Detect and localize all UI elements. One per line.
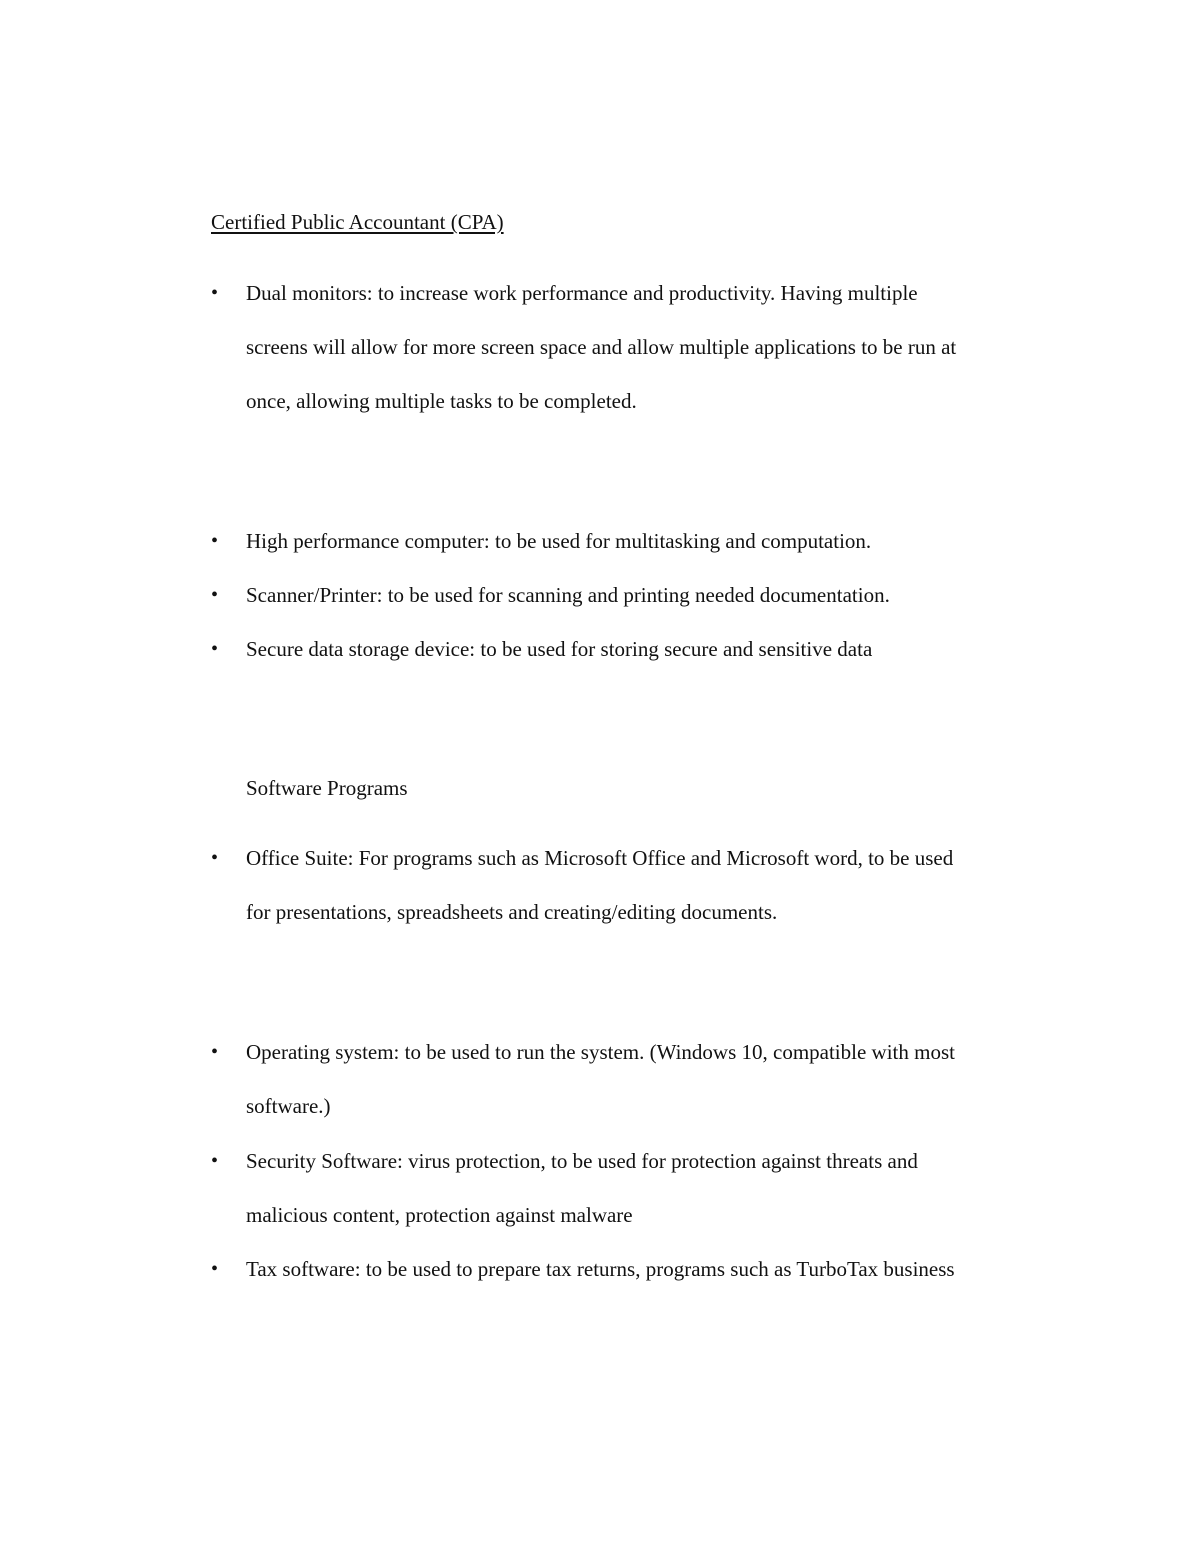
- list-item-line: Secure data storage device: to be used for storing secure and sensitive data: [246, 637, 873, 661]
- list-item-line: Tax software: to be used to prepare tax returns, programs such as TurboTax business: [246, 1257, 955, 1281]
- list-item: [211, 514, 1061, 568]
- list-item: [211, 568, 1061, 622]
- list-item-line: malicious content, protection against malware: [246, 1203, 633, 1227]
- list-item: [211, 1025, 1061, 1133]
- list-item-line: software.): [246, 1094, 331, 1118]
- bullet-icon: •: [211, 1258, 219, 1280]
- list-item-text: [246, 266, 1061, 428]
- bullet-icon: •: [211, 282, 219, 304]
- list-item: [211, 831, 1061, 939]
- list-item-text: [246, 568, 1061, 622]
- list-item-text: [246, 1025, 1061, 1133]
- bullet-icon: •: [211, 530, 219, 552]
- list-item-line: Dual monitors: to increase work performance and productivity. Having multiple: [246, 281, 918, 305]
- list-item-line: once, allowing multiple tasks to be completed.: [246, 389, 637, 413]
- list-item-text: [246, 514, 1061, 568]
- list-item: [211, 622, 1061, 676]
- list-item-line: for presentations, spreadsheets and creating/editing documents.: [246, 900, 778, 924]
- bullet-icon: •: [211, 584, 219, 606]
- list-item-text: [246, 1242, 1061, 1296]
- bullet-icon: •: [211, 1041, 219, 1063]
- document-heading: Certified Public Accountant (CPA): [211, 210, 504, 234]
- list-item-line: screens will allow for more screen space and allow multiple applications to be run at: [246, 335, 957, 359]
- list-item: [211, 1242, 1061, 1296]
- software-heading: Software Programs: [246, 776, 408, 800]
- list-item-text: [246, 1134, 1061, 1242]
- list-item-text: [246, 831, 1061, 939]
- bullet-icon: •: [211, 847, 219, 869]
- list-item: [211, 1134, 1061, 1242]
- bullet-icon: •: [211, 1150, 219, 1172]
- list-item-text: [246, 622, 1061, 676]
- list-item-line: Scanner/Printer: to be used for scanning and printing needed documentation.: [246, 583, 890, 607]
- list-item-line: High performance computer: to be used for multitasking and computation.: [246, 529, 872, 553]
- list-item-line: Security Software: virus protection, to be used for protection against threats and: [246, 1149, 918, 1173]
- list-item-line: Operating system: to be used to run the system. (Windows 10, compatible with most: [246, 1040, 955, 1064]
- bullet-icon: •: [211, 638, 219, 660]
- list-item: [211, 266, 1061, 428]
- list-item-line: Office Suite: For programs such as Microsoft Office and Microsoft word, to be used: [246, 846, 954, 870]
